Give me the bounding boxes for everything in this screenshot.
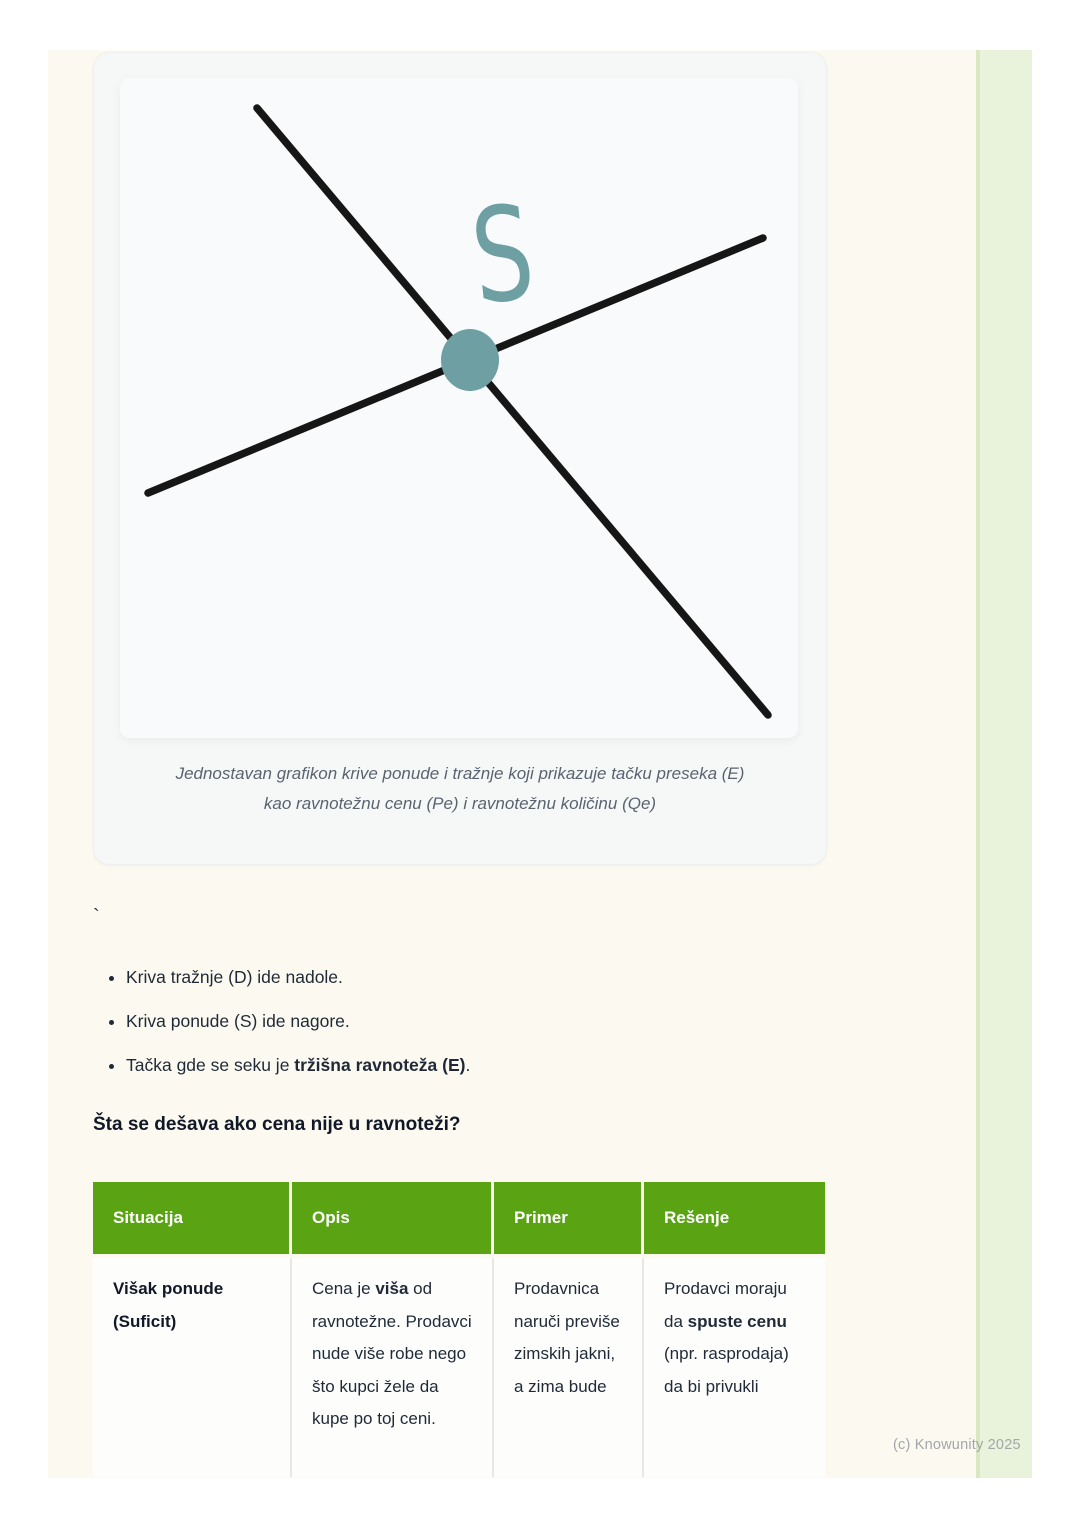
table-header-situacija: Situacija bbox=[93, 1182, 292, 1254]
table-cell-resenje bbox=[644, 1258, 825, 1477]
table-header-row bbox=[93, 1182, 825, 1254]
bullet-item-supply: • Kriva ponude (S) ide nagore. bbox=[126, 1007, 846, 1035]
figure-caption bbox=[139, 759, 781, 819]
bullet-item-equilibrium-period: . bbox=[465, 1055, 471, 1075]
bullet-item-equilibrium-bold: tržišna ravnoteža (E) bbox=[294, 1055, 466, 1075]
supply-demand-graph bbox=[120, 78, 798, 738]
table-header-opis: Opis bbox=[292, 1182, 494, 1254]
page-margin-bar bbox=[976, 50, 1032, 1478]
resenje-bold: spuste cenu bbox=[687, 1311, 787, 1331]
bullet-item-equilibrium-text: Tačka gde se seku je bbox=[126, 1055, 295, 1075]
table-header-primer: Primer bbox=[494, 1182, 644, 1254]
supply-curve-label: S bbox=[464, 173, 563, 334]
table-row bbox=[93, 1258, 825, 1477]
opis-bold: viša bbox=[375, 1279, 409, 1298]
opis-text: Cena je bbox=[312, 1279, 376, 1298]
table-cell-situacija: Višak ponude (Suficit) bbox=[93, 1258, 292, 1477]
resenje-text-rest: (npr. rasprodaja) da bi privukli bbox=[664, 1344, 789, 1396]
equilibrium-point bbox=[441, 329, 499, 391]
table-cell-opis bbox=[292, 1258, 494, 1477]
stray-backtick: ` bbox=[93, 906, 100, 928]
bullet-item-equilibrium bbox=[126, 1051, 846, 1079]
equilibrium-table bbox=[93, 1182, 825, 1477]
opis-text-rest: od ravnotežne. Prodavci nude više robe nego što kupci žele da kupe po toj ceni. bbox=[312, 1279, 472, 1428]
figure-caption-line2: kao ravnotežnu cenu (Pe) i ravnotežnu količinu (Qe) bbox=[263, 794, 657, 813]
supply-demand-figure bbox=[120, 78, 798, 738]
resenje-text: Prodavci moraju da bbox=[664, 1279, 787, 1331]
table-header-resenje: Rešenje bbox=[644, 1182, 825, 1254]
section-heading: Šta se dešava ako cena nije u ravnoteži? bbox=[93, 1114, 461, 1135]
figure-card bbox=[93, 52, 827, 865]
bullet-list bbox=[96, 963, 846, 1095]
watermark: (c) Knowunity 2025 bbox=[893, 1437, 1021, 1453]
table-cell-primer: Prodavnica naruči previše zimskih jakni, a zima bude bbox=[494, 1258, 644, 1477]
bullet-item-demand: • Kriva tražnje (D) ide nadole. bbox=[126, 963, 846, 991]
figure-caption-line1: Jednostavan grafikon krive ponude i tražnje koji prikazuje tačku preseka (E) bbox=[175, 764, 745, 783]
